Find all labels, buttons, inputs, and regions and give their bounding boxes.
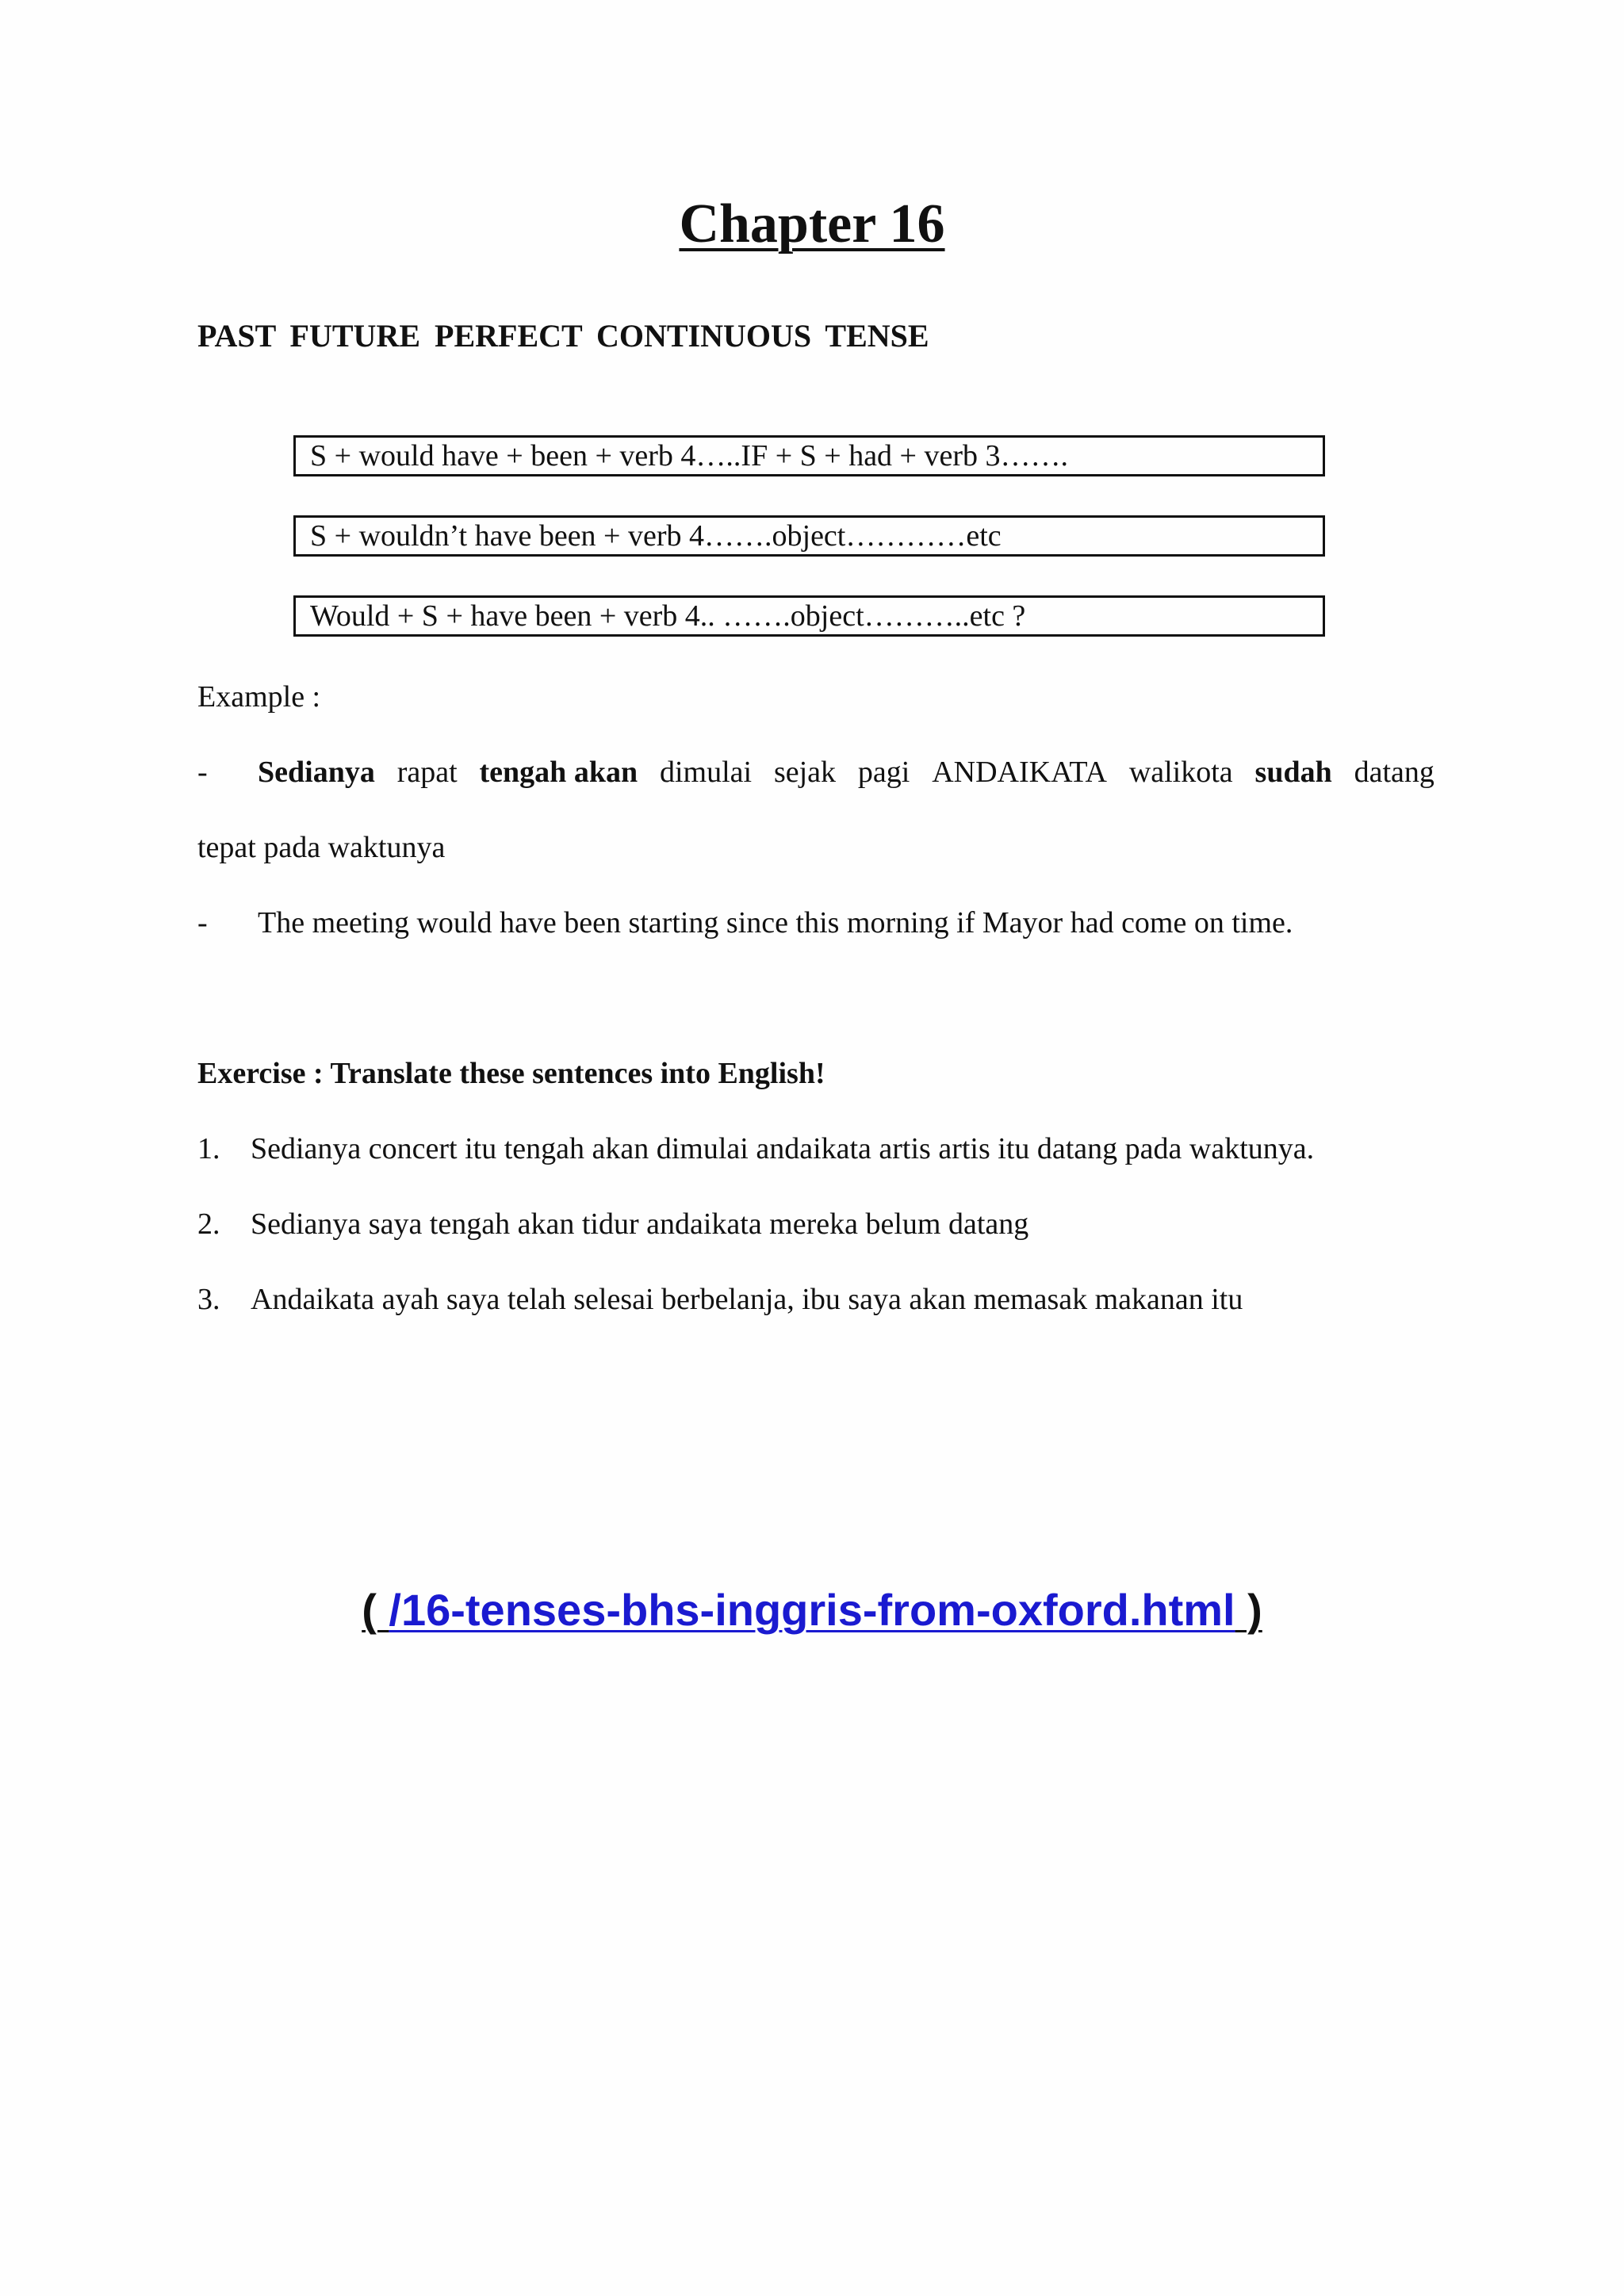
sentence-word: walikota: [1128, 756, 1233, 789]
bullet-dash: -: [197, 906, 208, 939]
formula-box-negative: S + wouldn’t have been + verb 4…….object…………etc: [293, 515, 1325, 557]
example-label: Example :: [197, 680, 321, 714]
sentence-word: dimulai: [659, 756, 753, 789]
sentence-word: datang: [1354, 756, 1434, 789]
footer-link-line: [0, 1585, 1624, 1635]
exercise-item-text: Sedianya saya tengah akan tidur andaikata mereka belum datang: [251, 1207, 1029, 1241]
formula-box-positive: S + would have + been + verb 4…..IF + S + had + verb 3…….: [293, 435, 1325, 476]
sentence-word: sejak: [773, 756, 837, 789]
tenses-index-link[interactable]: /16-tenses-bhs-inggris-from-oxford.html: [389, 1585, 1235, 1635]
sentence-word: pagi: [857, 756, 910, 789]
bullet-dash: -: [197, 756, 208, 789]
exercise-item-text: Sedianya concert itu tengah akan dimulai andaikata artis artis itu datang pada waktunya.: [251, 1132, 1315, 1165]
sentence-word: Sedianya: [258, 756, 375, 789]
example-indonesian-continuation: tepat pada waktunya: [197, 831, 446, 864]
example-english-sentence: The meeting would have been starting since this morning if Mayor had come on time.: [258, 906, 1293, 939]
sentence-word: tengah akan: [479, 756, 638, 789]
tense-subtitle: PAST FUTURE PERFECT CONTINUOUS TENSE: [197, 318, 929, 354]
exercise-number: 1.: [197, 1132, 220, 1165]
sentence-word: ANDAIKATA: [932, 756, 1107, 789]
sentence-word: rapat: [396, 756, 458, 789]
exercise-item-text: Andaikata ayah saya telah selesai berbelanja, ibu saya akan memasak makanan itu: [251, 1283, 1243, 1316]
close-paren: ): [1235, 1585, 1262, 1635]
open-paren: (: [362, 1585, 389, 1635]
sentence-word: sudah: [1254, 756, 1332, 789]
example-indonesian-sentence: [258, 757, 1434, 787]
exercise-heading: Exercise : Translate these sentences into English!: [197, 1057, 825, 1090]
exercise-number: 2.: [197, 1207, 220, 1241]
formula-box-question: Would + S + have been + verb 4.. …….object………..etc ?: [293, 595, 1325, 637]
chapter-title: Chapter 16: [679, 193, 945, 254]
exercise-number: 3.: [197, 1283, 220, 1316]
